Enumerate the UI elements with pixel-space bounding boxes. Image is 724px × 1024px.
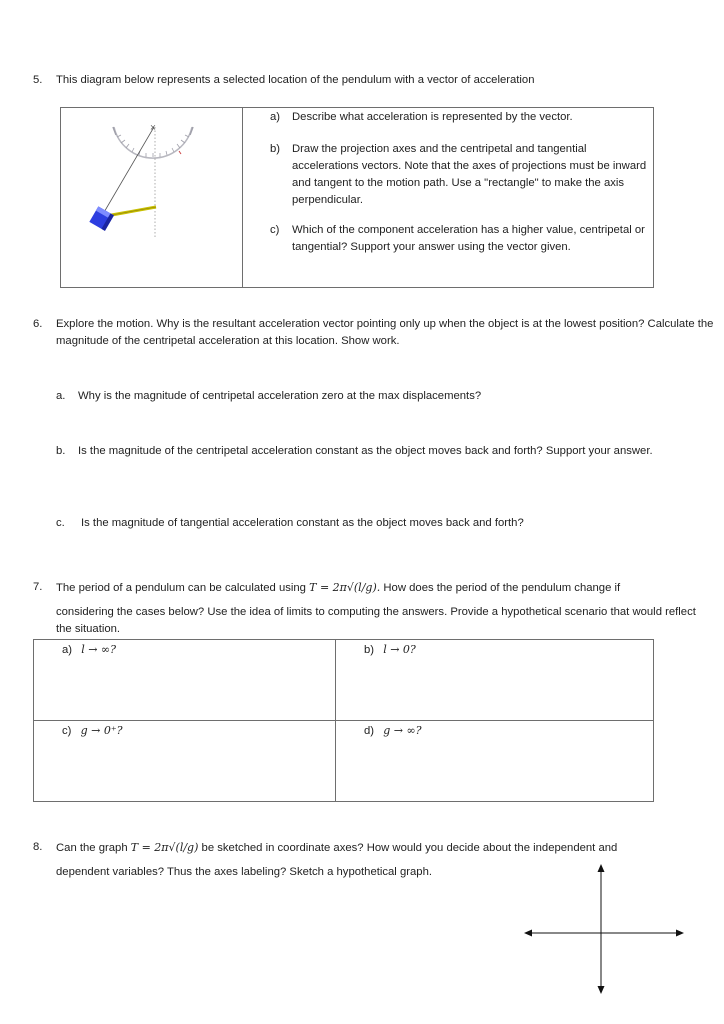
- q7-case-a: [62, 641, 116, 659]
- q5-part-b-label: b): [270, 143, 281, 155]
- x-axis-arrow-right: [676, 930, 684, 937]
- q6-part-b-text: Is the magnitude of the centripetal acceleration constant as the object moves back and forth? Support your answer.: [78, 445, 653, 457]
- q6-part-b-label: b.: [56, 445, 66, 457]
- q6-part-c-text: Is the magnitude of tangential acceleration constant as the object moves back and forth?: [81, 517, 524, 529]
- pendulum-diagram: [62, 109, 240, 286]
- q8-text-before: Can the graph: [56, 842, 128, 854]
- q7-formula: T = 2π√(l/g).: [309, 581, 381, 594]
- q7-case-a-expr: l → ∞?: [81, 643, 116, 656]
- q7-case-d-expr: g → ∞?: [383, 724, 422, 737]
- y-axis-arrow-up: [598, 864, 605, 872]
- q7-case-b-expr: l → 0?: [383, 643, 416, 656]
- q5-part-b-text: Draw the projection axes and the centripetal and tangential accelerations vectors. Note that the axes of projections must be inward and tangent to the motion path. Use a "rectangle" to make the axis perpendicular.: [292, 143, 647, 206]
- y-axis-arrow-down: [598, 986, 605, 994]
- pendulum-string: [103, 127, 154, 214]
- q7-case-a-label: a): [62, 644, 73, 656]
- q7-text-after: How does the period of the pendulum change if: [383, 582, 621, 594]
- q5-part-c-text: Which of the component acceleration has a higher value, centripetal or tangential? Support your answer using the vector given.: [292, 224, 645, 253]
- q5-text: This diagram below represents a selected location of the pendulum with a vector of acceleration: [56, 74, 535, 86]
- q5-table-divider: [242, 107, 243, 288]
- q6-text: Explore the motion. Why is the resultant acceleration vector pointing only up when the object is at the lowest position? Calculate the magnitude of the centripetal acceleration at this location. Show work.: [56, 318, 714, 347]
- q7-case-c: [62, 722, 123, 740]
- q7-text-line2: considering the cases below? Use the idea of limits to computing the answers. Provide a hypothetical scenario that would reflect the situation.: [56, 606, 696, 635]
- q7-case-c-label: c): [62, 725, 72, 737]
- q8-text-line2: dependent variables? Thus the axes labeling? Sketch a hypothetical graph.: [56, 866, 432, 878]
- q7-table-hdivider: [33, 720, 654, 721]
- q5-part-a-label: a): [270, 111, 281, 123]
- q5-part-a-text: Describe what acceleration is represented by the vector.: [292, 111, 573, 123]
- q8-line1: [56, 839, 617, 857]
- q7-case-b: [364, 641, 416, 659]
- q8-number: 8.: [33, 841, 43, 853]
- q6-part-c-label: c.: [56, 517, 65, 529]
- q5-part-c-label: c): [270, 224, 280, 236]
- q5-number: 5.: [33, 74, 43, 86]
- pendulum-bob: [89, 206, 114, 231]
- q7-number: 7.: [33, 581, 43, 593]
- coordinate-axes: [520, 862, 690, 998]
- q6-part-a-text: Why is the magnitude of centripetal acceleration zero at the max displacements?: [78, 390, 482, 402]
- protractor-ticks: [117, 135, 189, 157]
- q8-formula: T = 2π√(l/g): [130, 841, 199, 854]
- q6-part-a-label: a.: [56, 390, 66, 402]
- q7-case-c-expr: g → 0⁺?: [80, 724, 123, 737]
- svg-text:×: ×: [149, 123, 157, 132]
- q7-line1: [56, 579, 620, 597]
- q6-number: 6.: [33, 318, 43, 330]
- q7-text-before: The period of a pendulum can be calculated using: [56, 582, 306, 594]
- q7-case-d: [364, 722, 422, 740]
- q7-case-d-label: d): [364, 725, 375, 737]
- q7-case-b-label: b): [364, 644, 375, 656]
- q8-text-after: be sketched in coordinate axes? How would you decide about the independent and: [201, 842, 618, 854]
- x-axis-arrow-left: [524, 930, 532, 937]
